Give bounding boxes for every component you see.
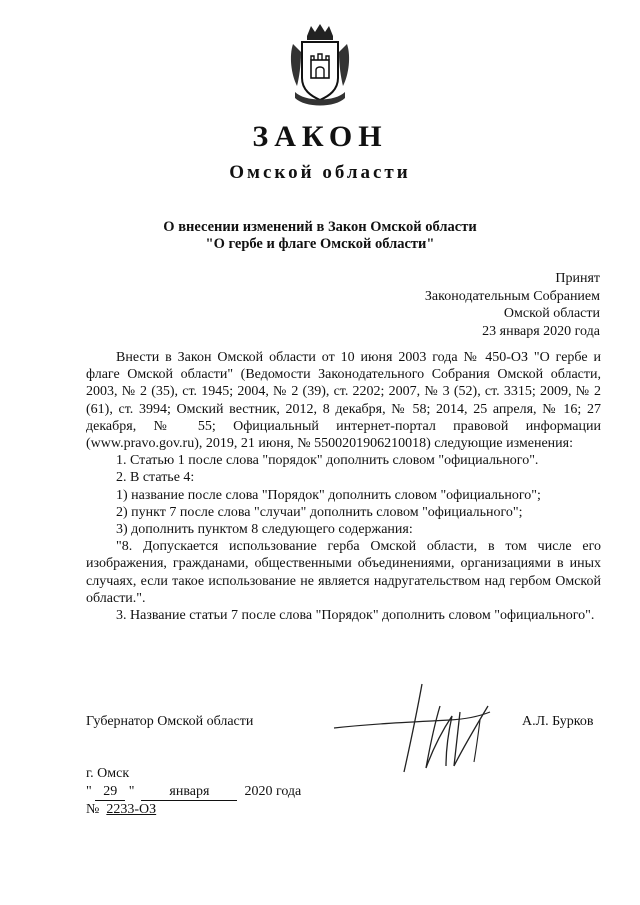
law-number-value: 2233-ОЗ — [106, 802, 157, 817]
document-heading-line-1: О внесении изменений в Закон Омской области — [163, 219, 477, 235]
signatory-position: Губернатор Омской области — [86, 714, 254, 729]
law-body — [86, 349, 601, 624]
omsk-coat-of-arms-icon — [287, 22, 353, 110]
law-number-prefix: № — [86, 802, 100, 817]
adoption-date: 23 января 2020 года — [482, 323, 600, 339]
adoption-line-2: Законодательным Собранием — [424, 288, 600, 304]
document-heading — [0, 219, 640, 253]
amendment-subitem-3: 3) дополнить пунктом 8 следующего содержания: — [116, 522, 413, 538]
handwritten-signature — [330, 676, 530, 776]
date-year: 2020 года — [244, 784, 302, 799]
date-month: января — [141, 784, 237, 801]
signing-place: г. Омск — [86, 766, 130, 781]
region-subtitle: Омской области — [229, 162, 411, 183]
amendment-item-2: 2. В статье 4: — [116, 470, 195, 486]
date-day: 29 — [95, 784, 125, 801]
adoption-line-3: Омской области — [503, 306, 600, 321]
amendment-item-3: 3. Название статьи 7 после слова "Порядок" дополнить словом "официального". — [116, 608, 595, 624]
signatory-name: А.Л. Бурков — [522, 714, 594, 729]
signing-date: " 29 " января 2020 года — [86, 784, 302, 799]
adoption-line-1: Принят — [555, 271, 600, 286]
law-title: ЗАКОН — [252, 120, 388, 153]
law-number — [86, 802, 156, 818]
amendment-quote: "8. Допускается использование герба Омской области, в том числе его изображения, гражданами, общественными объединениями, организациями в иных случаях, если такое использование не является надругательством над гербом Омской области.". — [86, 539, 601, 606]
amendment-item-1: 1. Статью 1 после слова "порядок" дополнить словом "официального". — [116, 453, 539, 469]
intro-paragraph: Внести в Закон Омской области от 10 июня 2003 года № 450-ОЗ "О гербе и флаге Омской области" (Ведомости Законодательного Собрания Омской области, 2003, № 2 (35), ст. 1945; 2004, № 2 (39), ст. 2202; 2007, № 3 (52), ст. 3315; 2009, № 2 (61), ст. 3994; Омский вестник, 2012, 8 декабря, № 58; 2014, 25 апреля, № 16; 27 декабря, № 55; Официальный интернет-портал правовой информации (www.pravo.gov.ru), 2019, 21 июня, № 5500201906210018) следующие изменения: — [86, 350, 601, 452]
amendment-subitem-2: 2) пункт 7 после слова "случаи" дополнить словом "официального"; — [116, 504, 523, 520]
adoption-block — [425, 270, 600, 340]
amendment-subitem-1: 1) название после слова "Порядок" дополнить словом "официального"; — [116, 487, 541, 503]
document-heading-line-2: "О гербе и флаге Омской области" — [205, 236, 435, 252]
